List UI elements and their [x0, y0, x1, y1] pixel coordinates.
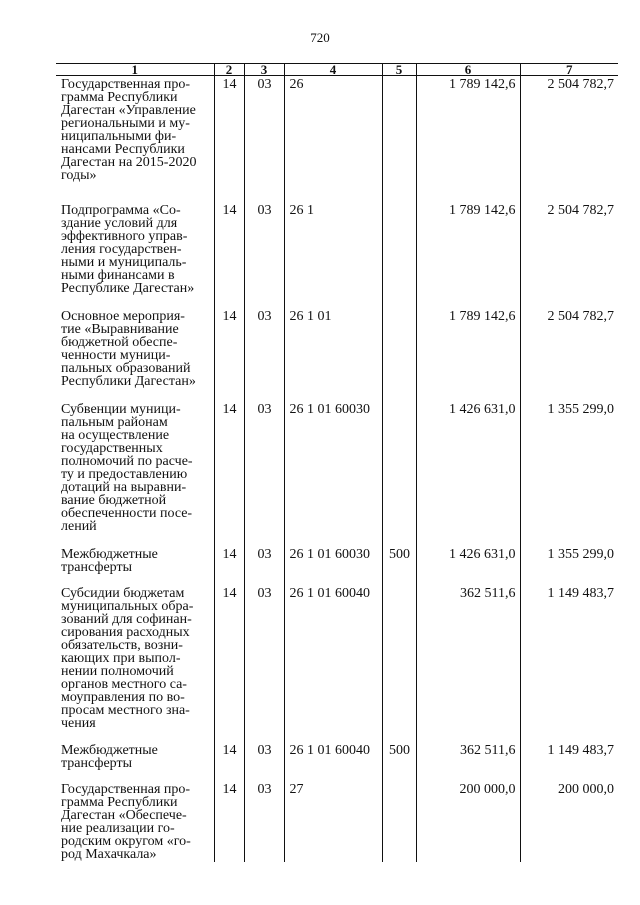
row-target-code: 26 1 01 60030	[284, 401, 382, 546]
row-amount-col6: 362 511,6	[416, 742, 520, 781]
row-target-code: 26 1	[284, 202, 382, 308]
row-amount-col7: 200 000,0	[520, 781, 618, 862]
row-amount-col7: 1 355 299,0	[520, 401, 618, 546]
row-expense-type	[382, 76, 416, 203]
row-subsection: 03	[244, 401, 284, 546]
row-target-code: 26	[284, 76, 382, 203]
row-section: 14	[214, 585, 244, 742]
row-subsection: 03	[244, 781, 284, 862]
row-name	[56, 585, 214, 742]
row-name	[56, 742, 214, 781]
row-amount-col6: 1 789 142,6	[416, 202, 520, 308]
row-section: 14	[214, 781, 244, 862]
row-name-text: Субсидии бюджетам муниципальных обра- зований для софинан- сирования расходных обязательств, возни- кающих при выпол- нении полномочий органов местного са- моуправления по во- просам местного зна- чения	[61, 586, 194, 731]
row-subsection: 03	[244, 308, 284, 401]
row-subsection: 03	[244, 742, 284, 781]
row-name	[56, 781, 214, 862]
row-amount-col6: 200 000,0	[416, 781, 520, 862]
row-target-code: 27	[284, 781, 382, 862]
row-expense-type	[382, 202, 416, 308]
header-col-2: 2	[214, 64, 244, 76]
header-col-4: 4	[284, 64, 382, 76]
row-amount-col7: 2 504 782,7	[520, 202, 618, 308]
row-name	[56, 308, 214, 401]
header-col-7: 7	[520, 64, 618, 76]
row-section: 14	[214, 742, 244, 781]
row-amount-col7: 2 504 782,7	[520, 308, 618, 401]
row-subsection: 03	[244, 202, 284, 308]
row-name-text: Основное мероприя- тие «Выравнивание бюджетной обеспе- ченности муници- пальных образований Республики Дагестан»	[61, 309, 196, 389]
row-section: 14	[214, 546, 244, 585]
table-row	[56, 546, 618, 585]
table-row	[56, 202, 618, 308]
budget-table	[56, 63, 618, 862]
row-expense-type	[382, 585, 416, 742]
row-subsection: 03	[244, 546, 284, 585]
row-amount-col7: 1 149 483,7	[520, 742, 618, 781]
row-amount-col6: 1 789 142,6	[416, 76, 520, 203]
row-name	[56, 76, 214, 203]
row-target-code: 26 1 01 60030	[284, 546, 382, 585]
page-number: 720	[310, 30, 330, 45]
row-amount-col6: 1 426 631,0	[416, 546, 520, 585]
row-amount-col7: 1 355 299,0	[520, 546, 618, 585]
row-target-code: 26 1 01	[284, 308, 382, 401]
row-name	[56, 202, 214, 308]
row-name-text: Межбюджетные трансферты	[61, 743, 158, 771]
table-row	[56, 76, 618, 203]
row-target-code: 26 1 01 60040	[284, 742, 382, 781]
table-body	[56, 76, 618, 863]
row-section: 14	[214, 202, 244, 308]
row-amount-col7: 1 149 483,7	[520, 585, 618, 742]
header-row	[56, 64, 618, 76]
table-row	[56, 781, 618, 862]
row-name-text: Государственная про- грамма Республики Дагестан «Обеспече- ние реализации го- родским округом «го- род Махачкала»	[61, 782, 191, 862]
row-name-text: Межбюджетные трансферты	[61, 547, 158, 575]
row-name	[56, 401, 214, 546]
row-subsection: 03	[244, 76, 284, 203]
header-col-5: 5	[382, 64, 416, 76]
header-col-1: 1	[56, 64, 214, 76]
row-expense-type	[382, 781, 416, 862]
table-row	[56, 308, 618, 401]
row-amount-col6: 1 789 142,6	[416, 308, 520, 401]
row-name-text: Субвенции муници- пальным районам на осуществление государственных полномочий по расче- ту и предоставлению дотаций на выравни- вание бюджетной обеспеченности посе- лений	[61, 402, 193, 534]
table-row	[56, 585, 618, 742]
row-expense-type: 500	[382, 742, 416, 781]
row-section: 14	[214, 308, 244, 401]
row-target-code: 26 1 01 60040	[284, 585, 382, 742]
table-row	[56, 742, 618, 781]
row-section: 14	[214, 401, 244, 546]
table-header	[56, 64, 618, 76]
row-amount-col6: 1 426 631,0	[416, 401, 520, 546]
row-expense-type: 500	[382, 546, 416, 585]
row-name	[56, 546, 214, 585]
row-amount-col7: 2 504 782,7	[520, 76, 618, 203]
row-amount-col6: 362 511,6	[416, 585, 520, 742]
header-col-6: 6	[416, 64, 520, 76]
row-name-text: Государственная про- грамма Республики Дагестан «Управление региональными и му- ниципальными фи- нансами Республики Дагестан на 2015-2020 годы»	[61, 77, 197, 183]
row-subsection: 03	[244, 585, 284, 742]
row-expense-type	[382, 401, 416, 546]
row-name-text: Подпрограмма «Со- здание условий для эффективного управ- ления государствен- ными и муниципаль- ными финансами в Республике Дагестан»	[61, 203, 195, 296]
row-expense-type	[382, 308, 416, 401]
header-col-3: 3	[244, 64, 284, 76]
table-row	[56, 401, 618, 546]
row-section: 14	[214, 76, 244, 203]
